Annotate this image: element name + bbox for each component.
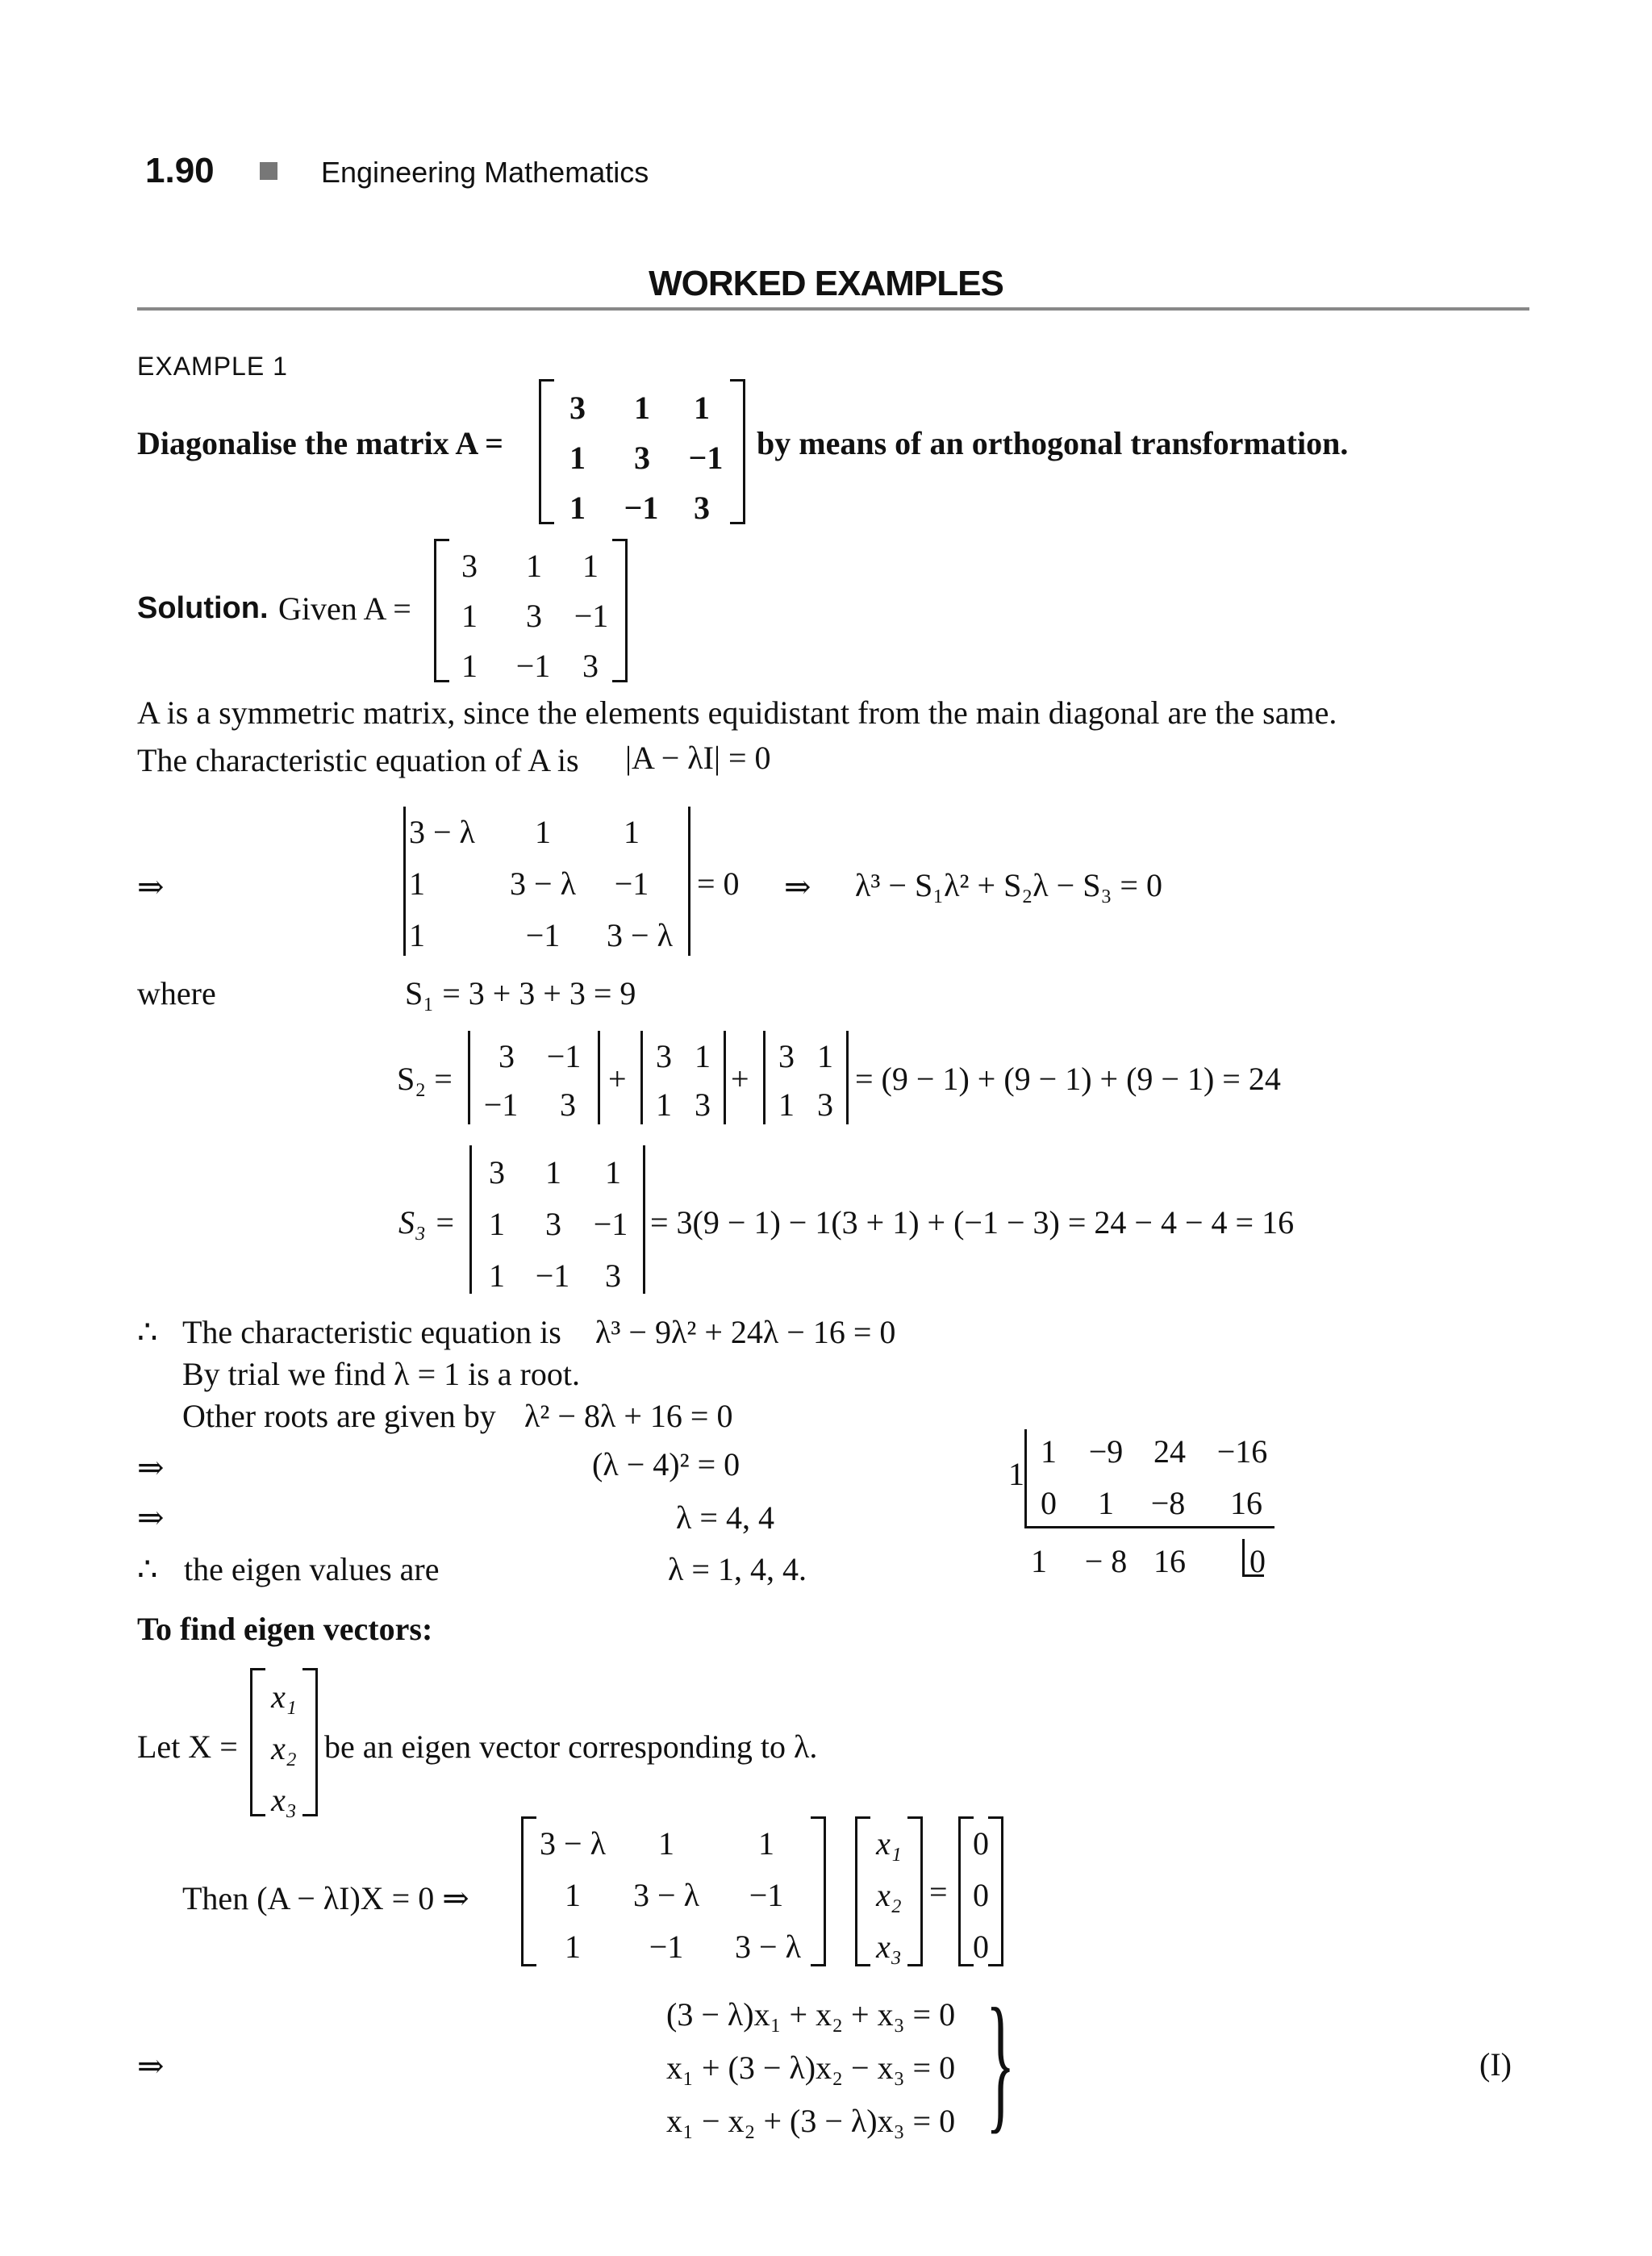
char-eq-det: |A − λI| = 0: [625, 740, 771, 776]
sd-r2-c3: −8: [1150, 1485, 1186, 1521]
symmetric-note: A is a symmetric matrix, since the elements equidistant from the main diagonal are the same.: [137, 694, 1337, 731]
given-matrix: 3 1 1 1 3 −1 1 −1 3: [434, 539, 628, 682]
eigen-values: λ = 1, 4, 4.: [668, 1551, 807, 1587]
sd-r1-c2: −9: [1088, 1433, 1124, 1470]
where-text: where: [137, 975, 216, 1011]
system-eq-2: x₁ + (3 − λ)x₂ − x₃ = 0: [666, 2050, 956, 2086]
given-text: Given A =: [278, 590, 411, 627]
sd-r2-c4: 16: [1230, 1485, 1262, 1521]
then-prefix: Then (A − λI)X = 0 ⇒: [182, 1880, 469, 1916]
sd-r1-c4: −16: [1216, 1433, 1268, 1470]
s2-minor-3: 3 1 1 3: [763, 1031, 849, 1124]
let-x-suffix: be an eigen vector corresponding to λ.: [324, 1728, 818, 1765]
section-rule: [137, 307, 1529, 311]
example-label: EXAMPLE 1: [137, 352, 288, 381]
other-roots-eq: λ² − 8λ + 16 = 0: [524, 1398, 733, 1434]
sd-r1-c3: 24: [1153, 1433, 1186, 1470]
right-brace: }: [986, 1978, 1016, 2147]
problem-prefix: Diagonalise the matrix A =: [137, 425, 503, 461]
zero-vector: 0 0 0: [958, 1816, 1003, 1966]
char-eq: λ³ − 9λ² + 24λ − 16 = 0: [595, 1314, 896, 1350]
sd-r2-c1: 0: [1041, 1485, 1057, 1521]
x-vector: x₁ x₂ x₃: [250, 1668, 318, 1816]
therefore-1: ∴: [137, 1314, 158, 1350]
eigen-values-prefix: the eigen values are: [184, 1551, 440, 1587]
section-title: WORKED EXAMPLES: [649, 264, 1003, 303]
s3-determinant: 3 1 1 1 3 −1 1 −1 3: [469, 1145, 645, 1294]
trial-text: By trial we find λ = 1 is a root.: [182, 1356, 580, 1392]
implies-arrow-5: ⇒: [137, 2048, 165, 2084]
s2-label: S₂ =: [397, 1061, 453, 1097]
header-square-icon: [260, 162, 277, 180]
therefore-2: ∴: [137, 1551, 158, 1587]
implies-arrow-4: ⇒: [137, 1499, 165, 1536]
cubic-general: λ³ − S₁λ² + S₂λ − S₃ = 0: [855, 867, 1162, 903]
equals-sign: =: [929, 1874, 948, 1910]
s3-label: S₃ =: [398, 1204, 456, 1241]
x-vector-2: x₁ x₂ x₃: [855, 1816, 923, 1966]
plus-2: +: [731, 1061, 749, 1097]
system-eq-3: x₁ − x₂ + (3 − λ)x₃ = 0: [666, 2103, 956, 2139]
plus-1: +: [608, 1061, 627, 1097]
lambda-44: λ = 4, 4: [676, 1499, 774, 1536]
square-eq: (λ − 4)² = 0: [592, 1446, 740, 1482]
problem-matrix: 3 1 1 1 3 −1 1 −1 3: [539, 379, 745, 524]
let-x: Let X =: [137, 1728, 238, 1765]
system-eq-1: (3 − λ)x₁ + x₂ + x₃ = 0: [666, 1996, 956, 2033]
sd-r2-c2: 1: [1098, 1485, 1114, 1521]
s3-result: = 3(9 − 1) − 1(3 + 1) + (−1 − 3) = 24 − 4 − 4 = 16: [650, 1204, 1295, 1241]
synthetic-horizontal-line: [1024, 1526, 1274, 1528]
coef-matrix: 3 − λ 1 1 1 3 − λ −1 1 −1 3 − λ: [521, 1816, 826, 1966]
sd-r3-c2: − 8: [1084, 1543, 1128, 1579]
synthetic-vertical-line: [1024, 1429, 1027, 1526]
sd-r3-c1: 1: [1031, 1543, 1047, 1579]
s2-minor-2: 3 1 1 3: [640, 1031, 726, 1124]
s2-result: = (9 − 1) + (9 − 1) + (9 − 1) = 24: [855, 1061, 1281, 1097]
char-eq-intro: The characteristic equation of A is: [137, 742, 579, 778]
sd-remainder: 0: [1249, 1543, 1266, 1579]
find-vectors-heading: To find eigen vectors:: [137, 1611, 433, 1647]
implies-arrow-3: ⇒: [137, 1449, 165, 1486]
synthetic-divisor: 1: [1008, 1456, 1024, 1492]
sd-r3-c3: 16: [1153, 1543, 1186, 1579]
det-equals-zero: = 0: [697, 865, 740, 902]
system-tag: (I): [1479, 2046, 1512, 2083]
implies-arrow: ⇒: [137, 869, 165, 905]
solution-label: Solution.: [137, 591, 269, 625]
s1-eq: S₁ = 3 + 3 + 3 = 9: [405, 975, 636, 1011]
book-title: Engineering Mathematics: [321, 156, 649, 189]
sd-r1-c1: 1: [1041, 1433, 1057, 1470]
char-eq-prefix: The characteristic equation is: [182, 1314, 561, 1350]
implies-arrow-2: ⇒: [784, 869, 811, 905]
other-roots-prefix: Other roots are given by: [182, 1398, 496, 1434]
page-number: 1.90: [145, 151, 215, 190]
s2-minor-1: 3 −1 −1 3: [468, 1031, 600, 1124]
problem-suffix: by means of an orthogonal transformation.: [757, 425, 1349, 461]
char-determinant: 3 − λ 1 1 1 3 − λ −1 1 −1 3 − λ: [403, 807, 690, 956]
